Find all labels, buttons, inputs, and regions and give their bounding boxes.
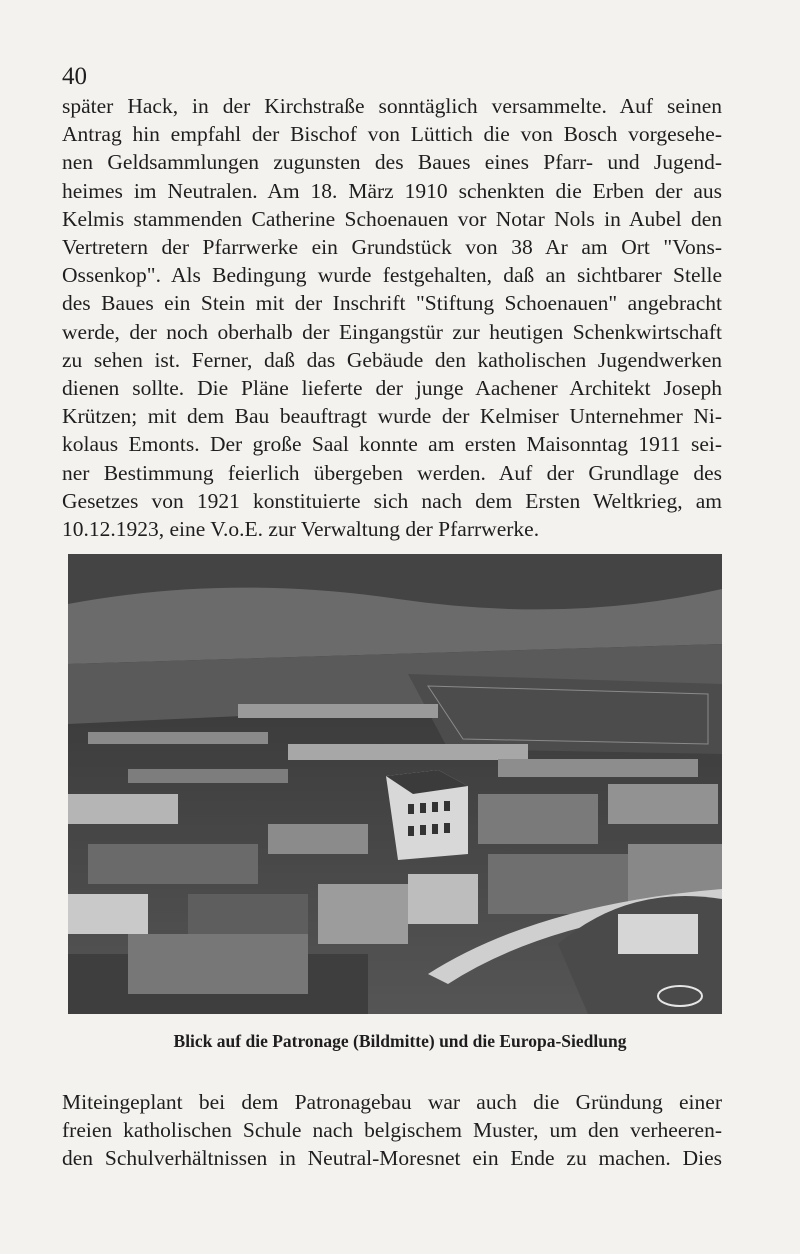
text-line: kolaus Emonts. Der große Saal konnte am ersten Maisonntag 1911 sei- (62, 432, 722, 457)
text-line: des Baues ein Stein mit der Inschrift "Stiftung Schoenauen" angebracht (62, 291, 722, 316)
text-line: ner Bestimmung feierlich übergeben werden. Auf der Grundlage des (62, 460, 722, 485)
text-line: Ossenkop". Als Bedingung wurde festgehalten, daß an sichtbarer Stelle (62, 263, 722, 288)
text-line: zu sehen ist. Ferner, daß das Gebäude den katholischen Jugendwerken (62, 347, 722, 372)
text-line: dienen sollte. Die Pläne lieferte der junge Aachener Architekt Joseph (62, 376, 722, 401)
text-line: Gesetzes von 1921 konstituierte sich nach dem Ersten Weltkrieg, am (62, 488, 722, 513)
paragraph-2 (62, 1088, 722, 1173)
text-line: später Hack, in der Kirchstraße sonntäglich versammelte. Auf seinen (62, 94, 722, 118)
aerial-photo (68, 554, 722, 1014)
text-line: nen Geldsammlungen zugunsten des Baues eines Pfarr- und Jugend- (62, 150, 722, 175)
aerial-photo-icon (68, 554, 722, 1014)
text-line: den Schulverhältnissen in Neutral-Moresnet ein Ende zu machen. Dies (62, 1146, 722, 1171)
text-line: freien katholischen Schule nach belgischem Muster, um den verheeren- (62, 1118, 722, 1143)
page-number: 40 (62, 63, 87, 90)
text-line: Kelmis stammenden Catherine Schoenauen vor Notar Nols in Aubel den (62, 206, 722, 231)
text-line: Antrag hin empfahl der Bischof von Lüttich die von Bosch vorgesehe- (62, 122, 722, 147)
text-line: heimes im Neutralen. Am 18. März 1910 schenkten die Erben der aus (62, 178, 722, 203)
text-line: Krützen; mit dem Bau beauftragt wurde der Kelmiser Unternehmer Ni- (62, 404, 722, 429)
text-line: werde, der noch oberhalb der Eingangstür zur heutigen Schenkwirtschaft (62, 319, 722, 344)
text-line: Miteingeplant bei dem Patronagebau war auch die Gründung einer (62, 1090, 722, 1114)
text-line: Vertretern der Pfarrwerke ein Grundstück von 38 Ar am Ort "Vons- (62, 235, 722, 260)
text-line: 10.12.1923, eine V.o.E. zur Verwaltung der Pfarrwerke. (62, 517, 540, 542)
paragraph-1 (62, 92, 722, 543)
figure-caption: Blick auf die Patronage (Bildmitte) und die Europa-Siedlung (173, 1031, 627, 1051)
